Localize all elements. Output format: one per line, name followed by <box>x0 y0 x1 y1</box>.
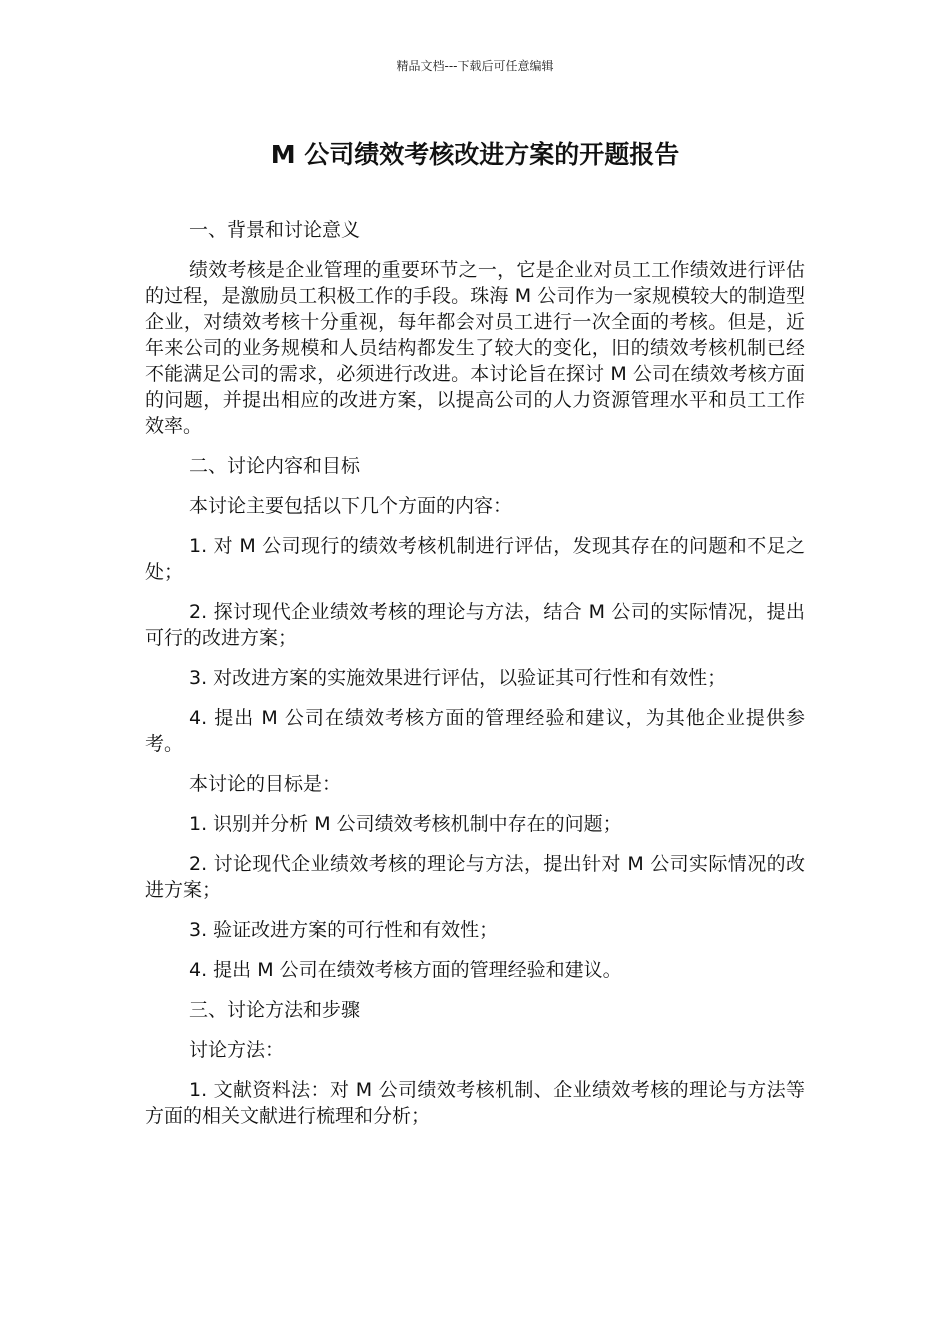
list-item-content-4: 4. 提出 M 公司在绩效考核方面的管理经验和建议，为其他企业提供参考。 <box>145 707 805 755</box>
list-item-goal-1: 1. 识别并分析 M 公司绩效考核机制中存在的问题； <box>189 813 622 835</box>
document-body <box>145 217 805 1143</box>
list-item-goal-4: 4. 提出 M 公司在绩效考核方面的管理经验和建议。 <box>189 959 622 981</box>
paragraph-methods-intro: 讨论方法： <box>189 1039 285 1061</box>
paragraph-goals-intro: 本讨论的目标是： <box>189 773 342 795</box>
paragraph-background: 绩效考核是企业管理的重要环节之一，它是企业对员工工作绩效进行评估的过程，是激励员工积极工作的手段。珠海 M 公司作为一家规模较大的制造型企业，对绩效考核十分重视，每年都会对员工进行一次全面的考核。但是，近年来公司的业务规模和人员结构都发生了较大的变化，旧的绩效考核机制已经不能满足公司的需求，必须进行改进。本讨论旨在探讨 M 公司在绩效考核方面的问题，并提出相应的改进方案，以提高公司的人力资源管理水平和员工工作效率。 <box>145 259 805 437</box>
page-header: 精品文档---下载后可任意编辑 <box>396 59 554 73</box>
list-item-method-1: 1. 文献资料法：对 M 公司绩效考核机制、企业绩效考核的理论与方法等方面的相关文献进行梳理和分析； <box>145 1079 805 1127</box>
list-item-content-2: 2. 探讨现代企业绩效考核的理论与方法，结合 M 公司的实际情况，提出可行的改进方案； <box>145 601 805 649</box>
paragraph-content-intro: 本讨论主要包括以下几个方面的内容： <box>189 495 513 517</box>
document-title: M 公司绩效考核改进方案的开题报告 <box>270 140 680 169</box>
section-heading-content-goals: 二、讨论内容和目标 <box>189 455 361 477</box>
list-item-goal-3: 3. 验证改进方案的可行性和有效性； <box>189 919 499 941</box>
section-heading-background: 一、背景和讨论意义 <box>189 219 361 241</box>
list-item-goal-2: 2. 讨论现代企业绩效考核的理论与方法，提出针对 M 公司实际情况的改进方案； <box>145 853 805 901</box>
section-heading-methods: 三、讨论方法和步骤 <box>189 999 361 1021</box>
list-item-content-3: 3. 对改进方案的实施效果进行评估，以验证其可行性和有效性； <box>189 667 727 689</box>
list-item-content-1: 1. 对 M 公司现行的绩效考核机制进行评估，发现其存在的问题和不足之处； <box>145 535 805 583</box>
